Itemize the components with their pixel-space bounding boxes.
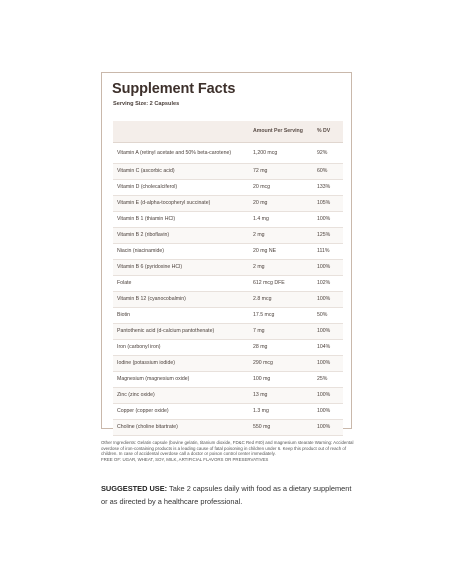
nutrient-cell: Biotin: [113, 307, 249, 323]
nutrient-cell: Vitamin B 6 (pyridoxine HCl): [113, 259, 249, 275]
dv-cell: 100%: [313, 403, 343, 419]
table-row: [113, 403, 343, 419]
nutrient-cell: Vitamin C (ascorbic acid): [113, 163, 249, 179]
dv-cell: 100%: [313, 323, 343, 339]
amount-cell: 72 mg: [249, 163, 313, 179]
nutrient-cell: Iodine (potassium iodide): [113, 355, 249, 371]
table-row: [113, 275, 343, 291]
nutrient-cell: Zinc (zinc oxide): [113, 387, 249, 403]
free-of-statement: FREE OF: UGAR, WHEAT, SOY, MILK, ARTIFICIAL FLAVORS OR PRESERVATIVES: [101, 456, 269, 462]
table-row: [113, 227, 343, 243]
dv-cell: 100%: [313, 211, 343, 227]
amount-cell: 550 mg: [249, 419, 313, 435]
dv-cell: 50%: [313, 307, 343, 323]
amount-cell: 20 mg: [249, 195, 313, 211]
amount-cell: 612 mcg DFE: [249, 275, 313, 291]
amount-cell: 1.4 mg: [249, 211, 313, 227]
table-row: [113, 323, 343, 339]
table-row: [113, 259, 343, 275]
dv-cell: 25%: [313, 371, 343, 387]
nutrient-cell: Vitamin B 1 (thiamin HCl): [113, 211, 249, 227]
table-row: [113, 419, 343, 435]
nutrient-cell: Vitamin B 12 (cyanocobalmin): [113, 291, 249, 307]
dv-cell: 92%: [313, 142, 343, 163]
table-row: [113, 211, 343, 227]
table-body: [113, 142, 343, 435]
nutrient-cell: Pantothenic acid (d-calcium pantothenate): [113, 323, 249, 339]
nutrient-cell: Vitamin A (retinyl acetate and 50% beta-carotene): [113, 142, 249, 163]
table-row: [113, 291, 343, 307]
table-row: [113, 339, 343, 355]
amount-cell: 2 mg: [249, 259, 313, 275]
ingredients-warning: Other Ingredients: Gelatin capsule (bovine gelatin, titanium dioxide, FD&C Red #40) and magnesium stearate Warning: Accidental overdose of iron-containing products is a leading cause of fatal poisoning in children under 6. Keep this product out of reach of children. In case of accidental overdose call a doctor or poison control center immediately.: [101, 440, 354, 457]
nutrient-cell: Copper (copper oxide): [113, 403, 249, 419]
dv-cell: 100%: [313, 291, 343, 307]
dv-cell: 102%: [313, 275, 343, 291]
serving-size: Serving Size: 2 Capsules: [113, 101, 180, 107]
table-row: [113, 387, 343, 403]
table-header-row: [113, 121, 343, 142]
suggested-use: [101, 482, 357, 508]
amount-cell: 28 mg: [249, 339, 313, 355]
nutrient-cell: Choline (choline bitartrate): [113, 419, 249, 435]
nutrient-cell: Iron (carbonyl iron): [113, 339, 249, 355]
nutrient-cell: Vitamin B 2 (riboflavin): [113, 227, 249, 243]
dv-cell: 100%: [313, 259, 343, 275]
amount-cell: 1,200 mcg: [249, 142, 313, 163]
dv-cell: 60%: [313, 163, 343, 179]
dv-cell: 133%: [313, 179, 343, 195]
amount-cell: 20 mg NE: [249, 243, 313, 259]
amount-cell: 2 mg: [249, 227, 313, 243]
other-ingredients-notes: [101, 440, 356, 462]
table-row: [113, 355, 343, 371]
amount-cell: 20 mcg: [249, 179, 313, 195]
supplement-facts-panel: [101, 72, 352, 429]
dv-cell: 105%: [313, 195, 343, 211]
header-nutrient: [113, 121, 249, 142]
dv-cell: 111%: [313, 243, 343, 259]
amount-cell: 1.3 mg: [249, 403, 313, 419]
amount-cell: 17.5 mcg: [249, 307, 313, 323]
amount-cell: 290 mcg: [249, 355, 313, 371]
suggested-use-label: SUGGESTED USE:: [101, 484, 168, 493]
nutrient-cell: Folate: [113, 275, 249, 291]
amount-cell: 13 mg: [249, 387, 313, 403]
dv-cell: 100%: [313, 419, 343, 435]
nutrient-cell: Vitamin D (cholecalciferol): [113, 179, 249, 195]
table-row: [113, 371, 343, 387]
amount-cell: 100 mg: [249, 371, 313, 387]
table-row: [113, 307, 343, 323]
nutrient-cell: Vitamin E (d-alpha-tocopheryl succinate): [113, 195, 249, 211]
table-row: [113, 179, 343, 195]
nutrient-cell: Niacin (niacinamide): [113, 243, 249, 259]
supplement-table: [113, 121, 343, 436]
nutrient-cell: Magnesium (magnesium oxide): [113, 371, 249, 387]
table-row: [113, 243, 343, 259]
table-row: [113, 142, 343, 163]
dv-cell: 100%: [313, 355, 343, 371]
amount-cell: 2.8 mcg: [249, 291, 313, 307]
table-row: [113, 163, 343, 179]
dv-cell: 104%: [313, 339, 343, 355]
header-dv: % DV: [313, 121, 343, 142]
suggested-use-text: Take 2 capsules daily with food as a dietary supplement or as directed by a healthcare professional.: [101, 484, 352, 506]
amount-cell: 7 mg: [249, 323, 313, 339]
header-amount: Amount Per Serving: [249, 121, 313, 142]
table-row: [113, 195, 343, 211]
panel-title: Supplement Facts: [112, 81, 236, 97]
dv-cell: 100%: [313, 387, 343, 403]
dv-cell: 125%: [313, 227, 343, 243]
